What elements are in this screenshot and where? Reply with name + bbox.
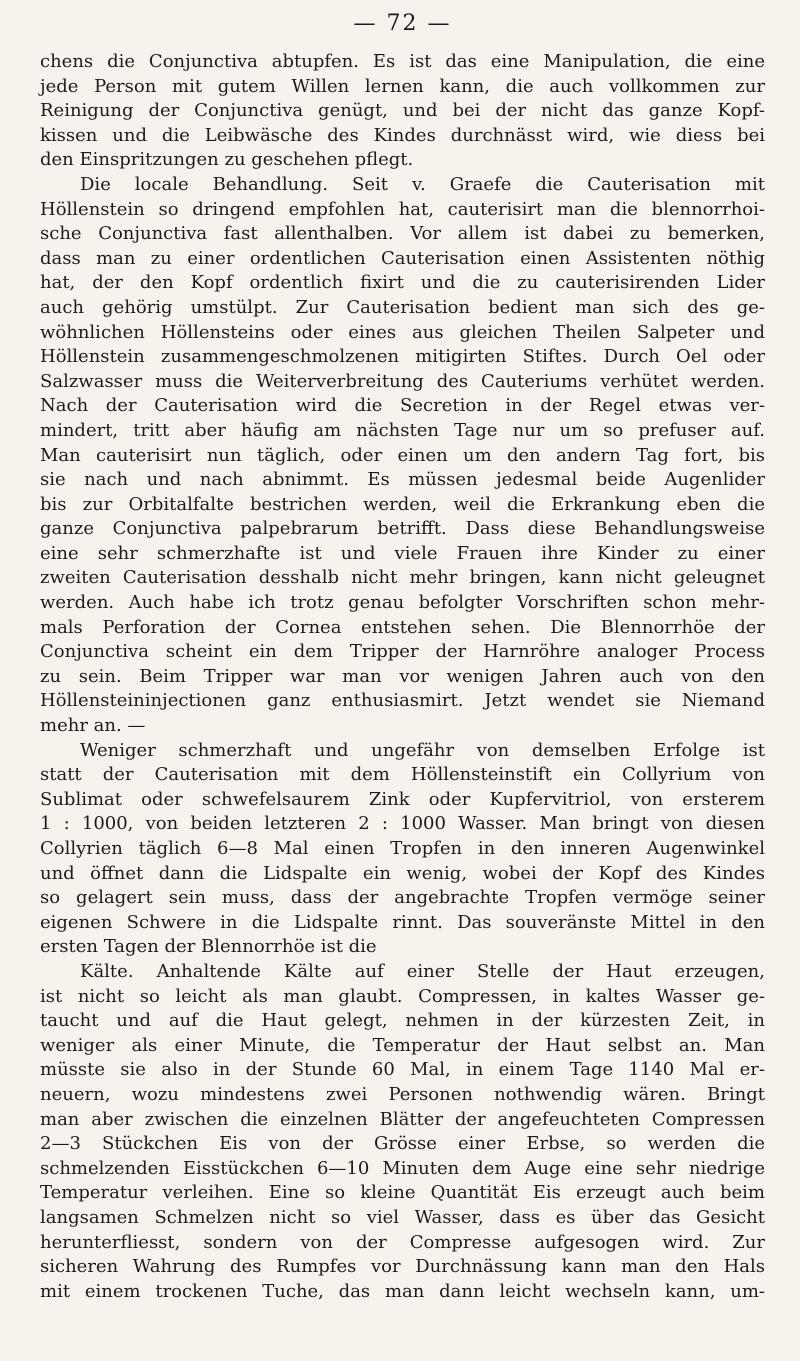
text-line: statt der Cauterisation mit dem Höllensteinstift ein Collyrium von <box>40 764 765 786</box>
text-line: Nach der Cauterisation wird die Secretion in der Regel etwas ver- <box>40 395 765 417</box>
text-line: werden. Auch habe ich trotz genau befolgter Vorschriften schon mehr- <box>40 592 765 614</box>
text-line: ersten Tagen der Blennorrhöe ist die <box>40 936 377 958</box>
text-line: weniger als einer Minute, die Temperatur der Haut selbst an. Man <box>40 1034 765 1056</box>
text-line: Sublimat oder schwefelsaurem Zink oder Kupfervitriol, von ersterem <box>40 788 765 810</box>
text-line: eine sehr schmerzhafte ist und viele Frauen ihre Kinder zu einer <box>40 542 765 564</box>
text-line: müsste sie also in der Stunde 60 Mal, in einem Tage 1140 Mal er- <box>40 1059 765 1081</box>
text-line: kissen und die Leibwäsche des Kindes durchnässt wird, wie diess bei <box>40 124 765 146</box>
text-line: Man cauterisirt nun täglich, oder einen um den andern Tag fort, bis <box>40 444 765 466</box>
text-line: mit einem trockenen Tuche, das man dann leicht wechseln kann, um- <box>40 1280 765 1302</box>
text-line: eigenen Schwere in die Lidspalte rinnt. Das souveränste Mittel in den <box>40 911 765 933</box>
body-text <box>40 50 765 1304</box>
book-page <box>40 0 765 1361</box>
text-line: ist nicht so leicht als man glaubt. Compressen, in kaltes Wasser ge- <box>40 985 765 1007</box>
text-line: so gelagert sein muss, dass der angebrachte Tropfen vermöge seiner <box>40 887 765 909</box>
text-line: Reinigung der Conjunctiva genügt, und bei der nicht das ganze Kopf- <box>40 100 765 122</box>
text-line: Kälte. Anhaltende Kälte auf einer Stelle der Haut erzeugen, <box>80 960 765 982</box>
text-line: herunterfliesst, sondern von der Compresse aufgesogen wird. Zur <box>40 1231 765 1253</box>
text-line: 1 : 1000, von beiden letzteren 2 : 1000 Wasser. Man bringt von diesen <box>40 813 765 835</box>
text-line: und öffnet dann die Lidspalte ein wenig, wobei der Kopf des Kindes <box>40 862 765 884</box>
text-line: Höllenstein so dringend empfohlen hat, cauterisirt man die blennorrhoi- <box>40 198 765 220</box>
text-line: sche Conjunctiva fast allenthalben. Vor allem ist dabei zu bemerken, <box>40 223 765 245</box>
text-line: sie nach und nach abnimmt. Es müssen jedesmal beide Augenlider <box>40 469 765 491</box>
text-line: sicheren Wahrung des Rumpfes vor Durchnässung kann man den Hals <box>40 1256 765 1278</box>
text-line: Conjunctiva scheint ein dem Tripper der Harnröhre analoger Process <box>40 641 765 663</box>
text-line: hat, der den Kopf ordentlich fixirt und die zu cauterisirenden Lider <box>40 272 765 294</box>
text-line: neuern, wozu mindestens zwei Personen nothwendig wären. Bringt <box>40 1083 765 1105</box>
text-line: taucht und auf die Haut gelegt, nehmen in der kürzesten Zeit, in <box>40 1010 765 1032</box>
text-line: Weniger schmerzhaft und ungefähr von demselben Erfolge ist <box>80 739 765 761</box>
text-line: Salzwasser muss die Weiterverbreitung des Cauteriums verhütet werden. <box>40 370 765 392</box>
text-line: mindert, tritt aber häufig am nächsten Tage nur um so prefuser auf. <box>40 419 765 441</box>
text-line: langsamen Schmelzen nicht so viel Wasser, dass es über das Gesicht <box>40 1206 765 1228</box>
text-line: chens die Conjunctiva abtupfen. Es ist das eine Manipulation, die eine <box>40 51 765 72</box>
text-line: bis zur Orbitalfalte bestrichen werden, weil die Erkrankung eben die <box>40 493 765 515</box>
text-line: jede Person mit gutem Willen lernen kann, die auch vollkommen zur <box>40 75 765 97</box>
text-line: schmelzenden Eisstückchen 6—10 Minuten dem Auge eine sehr niedrige <box>40 1157 765 1179</box>
text-line: ganze Conjunctiva palpebrarum betrifft. Dass diese Behandlungsweise <box>40 518 765 540</box>
text-line: Temperatur verleihen. Eine so kleine Quantität Eis erzeugt auch beim <box>40 1182 765 1204</box>
text-line: auch gehörig umstülpt. Zur Cauterisation bedient man sich des ge- <box>40 296 765 318</box>
text-line: wöhnlichen Höllensteins oder eines aus gleichen Theilen Salpeter und <box>40 321 765 343</box>
text-line: den Einspritzungen zu geschehen pflegt. <box>40 149 414 171</box>
text-line: mals Perforation der Cornea entstehen sehen. Die Blennorrhöe der <box>40 616 765 638</box>
text-line: mehr an. — <box>40 715 146 737</box>
text-line: 2—3 Stückchen Eis von der Grösse einer Erbse, so werden die <box>40 1133 765 1155</box>
text-line: Höllensteininjectionen ganz enthusiasmirt. Jetzt wendet sie Niemand <box>40 690 765 712</box>
text-line: man aber zwischen die einzelnen Blätter der angefeuchteten Compressen <box>40 1108 765 1130</box>
text-line: Die locale Behandlung. Seit v. Graefe die Cauterisation mit <box>80 173 765 195</box>
text-line: zweiten Cauterisation desshalb nicht mehr bringen, kann nicht geleugnet <box>40 567 765 589</box>
text-line: Collyrien täglich 6—8 Mal einen Tropfen in den inneren Augenwinkel <box>40 838 765 859</box>
page-number: — 72 — <box>353 11 452 36</box>
text-line: Höllenstein zusammengeschmolzenen mitigirten Stiftes. Durch Oel oder <box>40 346 765 368</box>
text-line: dass man zu einer ordentlichen Cauterisation einen Assistenten nöthig <box>40 247 765 269</box>
text-line: zu sein. Beim Tripper war man vor wenigen Jahren auch von den <box>40 665 765 687</box>
